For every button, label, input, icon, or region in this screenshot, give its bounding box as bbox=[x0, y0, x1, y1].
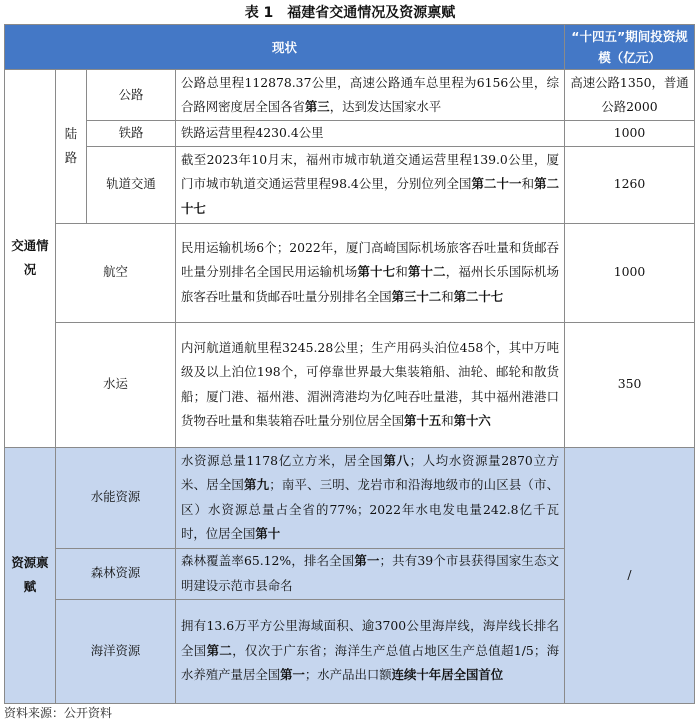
investment-highway: 高速公路1350，普通公路2000 bbox=[565, 70, 695, 121]
body-text: 拥有13.6万平方公里海域面积、逾3700公里海岸线，海岸线长排名全国 bbox=[181, 618, 560, 658]
body-text: 和 bbox=[441, 288, 454, 304]
land-char-2: 路 bbox=[64, 150, 78, 166]
row-desc-highway bbox=[176, 70, 565, 121]
emphasis-text: 第三 bbox=[304, 99, 330, 114]
investment-aviation: 1000 bbox=[565, 223, 695, 322]
body-text: ，仅次于广东省；海洋生产总值占地区生产总值超1/5；海水养殖产量居全国 bbox=[181, 642, 560, 683]
emphasis-text: 第二十七 bbox=[453, 288, 504, 304]
row-label-hydro: 水能资源 bbox=[56, 447, 176, 548]
body-text: 水资源总量1178亿立方米，居全国 bbox=[181, 452, 384, 468]
body-text: ；南平、三明、龙岩市和沿海地级市的山区县（市、区）水资源总量占全省的77%；2022年水电发电量242.8亿千瓦时，位居全国 bbox=[181, 477, 560, 541]
row-label-rail-transit: 轨道交通 bbox=[87, 146, 176, 223]
row-label-highway: 公路 bbox=[87, 70, 176, 121]
body-text: ，福州长乐国际机场旅客吞吐量和货邮吞吐量分别排名全国 bbox=[181, 264, 560, 304]
emphasis-text: 第三十二 bbox=[391, 288, 442, 304]
row-label-aviation: 航空 bbox=[56, 223, 176, 322]
table-title: 表 1 福建省交通情况及资源禀赋 bbox=[244, 5, 456, 21]
table-row bbox=[5, 223, 695, 322]
investment-railway: 1000 bbox=[565, 121, 695, 147]
body-text: ；人均水资源量2870立方米、居全国 bbox=[181, 452, 559, 492]
emphasis-text: 第二 bbox=[206, 642, 233, 658]
land-char-1: 陆 bbox=[64, 125, 78, 141]
category-transport: 交通情况 bbox=[5, 70, 56, 448]
row-desc-railway bbox=[176, 121, 565, 147]
table-row bbox=[5, 322, 695, 447]
emphasis-text: 第十七 bbox=[357, 264, 396, 280]
row-label-ocean: 海洋资源 bbox=[56, 599, 176, 703]
row-desc-aviation bbox=[176, 223, 565, 322]
emphasis-text: 第九 bbox=[244, 477, 270, 492]
table-row bbox=[5, 121, 695, 147]
transport-resources-table bbox=[4, 24, 695, 704]
category-resources: 资源禀赋 bbox=[5, 447, 56, 703]
row-desc-rail-transit bbox=[176, 146, 565, 223]
emphasis-text: 第十六 bbox=[453, 413, 491, 428]
body-text: 公路总里程112878.37公里，高速公路通车总里程为6156公里，综合路网密度居全国各省 bbox=[181, 74, 560, 114]
row-desc-hydro bbox=[176, 447, 565, 548]
emphasis-text: 第十 bbox=[255, 526, 281, 541]
investment-water: 350 bbox=[565, 322, 695, 447]
emphasis-text: 连续十年居全国首位 bbox=[391, 667, 504, 683]
row-label-water: 水运 bbox=[56, 322, 176, 447]
row-desc-water bbox=[176, 322, 565, 447]
body-text: 铁路运营里程4230.4公里 bbox=[181, 125, 324, 140]
emphasis-text: 第十二 bbox=[407, 264, 446, 280]
emphasis-text: 第一 bbox=[280, 667, 305, 683]
body-text: 内河航道通航里程3245.28公里；生产用码头泊位458个，其中万吨级及以上泊位198个，可停靠世界最大集装箱船、油轮、邮轮和散货船；厦门港、福州港、湄洲湾港均为亿吨吞吐量港，其中福州港港口货物吞吐量和集装箱吞吐量分别位居全国 bbox=[181, 339, 560, 428]
body-text: ，达到发达国家水平 bbox=[329, 99, 442, 114]
subcategory-land bbox=[56, 70, 87, 224]
emphasis-text: 第二十一 bbox=[471, 176, 522, 192]
header-status: 现状 bbox=[5, 25, 565, 70]
investment-resources: / bbox=[565, 447, 695, 703]
table-row bbox=[5, 447, 695, 548]
body-text: 和 bbox=[395, 264, 408, 280]
emphasis-text: 第八 bbox=[383, 452, 410, 468]
row-desc-forest bbox=[176, 548, 565, 599]
body-text: 和 bbox=[441, 413, 454, 428]
table-row bbox=[5, 70, 695, 121]
emphasis-text: 第一 bbox=[354, 553, 380, 568]
investment-rail-transit: 1260 bbox=[565, 146, 695, 223]
body-text: 截至2023年10月末，福州市城市轨道交通运营里程139.0公里，厦门市城市轨道交通运营里程98.4公里，分别位列全国 bbox=[181, 151, 560, 192]
header-investment: “十四五”期间投资规模（亿元） bbox=[565, 25, 695, 70]
table-row bbox=[5, 146, 695, 223]
body-text: ；共有39个市县获得国家生态文明建设示范市县命名 bbox=[181, 553, 560, 593]
emphasis-text: 第十五 bbox=[404, 413, 442, 428]
row-label-railway: 铁路 bbox=[87, 121, 176, 147]
body-text: 森林覆盖率65.12%，排名全国 bbox=[181, 553, 355, 568]
row-desc-ocean bbox=[176, 599, 565, 703]
emphasis-text: 第二十七 bbox=[181, 176, 560, 216]
body-text: 民用运输机场6个；2022年，厦门高崎国际机场旅客吞吐量和货邮吞吐量分别排名全国民用运输机场 bbox=[181, 239, 560, 280]
header-row bbox=[5, 25, 695, 70]
body-text: 和 bbox=[521, 176, 535, 192]
body-text: ；水产品出口额 bbox=[304, 667, 392, 683]
source-note: 资料来源：公开资料 bbox=[4, 706, 113, 720]
row-label-forest: 森林资源 bbox=[56, 548, 176, 599]
